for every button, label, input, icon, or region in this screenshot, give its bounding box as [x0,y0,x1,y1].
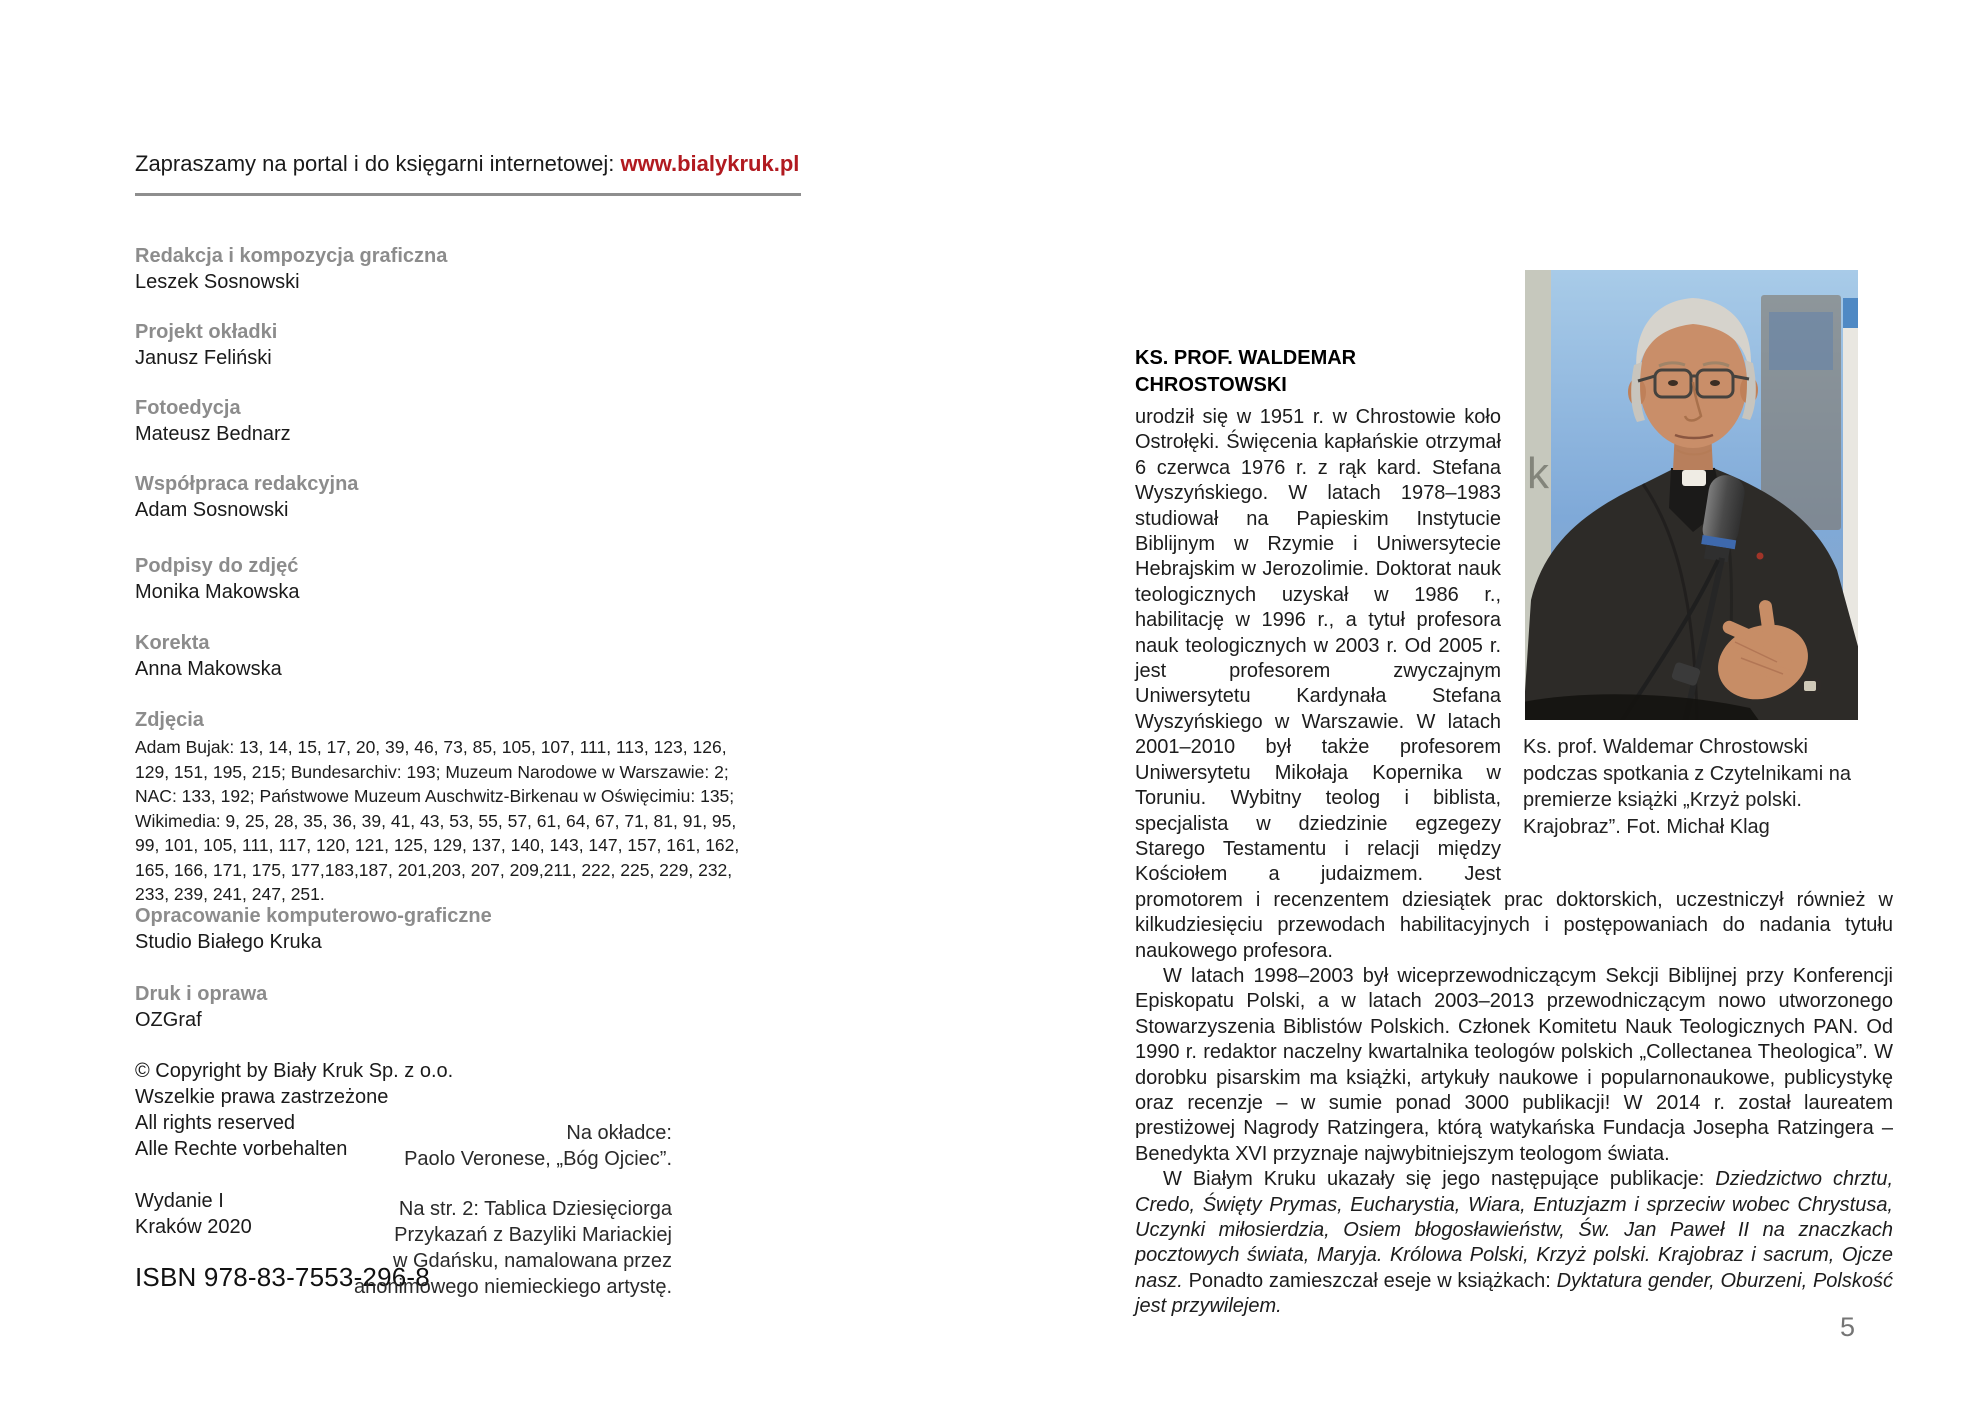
page-number: 5 [1840,1312,1856,1342]
author-portrait-illustration [1525,270,1858,720]
cover-note-line: Paolo Veronese, „Bóg Ojciec”. [404,1148,672,1170]
page2-note-line: Na str. 2: Tablica Dziesięciorga [398,1198,672,1220]
bio-paragraph: W latach 1998–2003 był wiceprzewodniczącym Sekcji Biblijnej przy Konferencji Episkopatu Polski, a w latach 2003–2013 przewodniczącym nowo utworzonego Stowarzyszenia Biblistów Polskich. Członek Komitetu Nauk Teologicznych PAN. Od 1990 r. redaktor naczelny kwartalnika teologów polskich „Collectanea Theologica”. W dorobku pisarskim ma książki, artykuły naukowe i popularnonaukowe, publicystykę oraz recenzje – w sumie ponad 3000 publikacji! W 2014 r. został laureatem prestiżowej Nagrody Ratzingera, którą watykańska Fundacja Josepha Ratzingera – Benedykta XVI przyznaje najwybitniejszym teologom świata. [1135,964,1893,1165]
photos-section-label [135,707,795,733]
credit-group-print [135,981,795,1033]
cover-note [300,1120,672,1172]
author-name-heading: KS. PROF. WALDEMAR CHROSTOWSKI [1135,347,1357,396]
credit-value: Monika Makowska [135,581,300,603]
credit-value: OZGraf [135,1009,202,1031]
credit-label: Podpisy do zdjęć [135,555,299,577]
page2-note-line: w Gdańsku, namalowana przez [392,1250,672,1272]
credit-label: Fotoedycja [135,397,241,419]
credit-label: Projekt okładki [135,321,278,343]
copyright-line: Wszelkie prawa zastrzeżone [135,1086,389,1108]
credit-value: Mateusz Bednarz [135,423,291,445]
author-photo [1525,270,1858,720]
edition-line: Wydanie I [135,1190,224,1212]
credit-label: Druk i oprawa [135,983,268,1005]
credit-label: Redakcja i kompozycja graficzna [135,245,448,267]
credit-value: Leszek Sosnowski [135,271,300,293]
cover-note-line: Na okładce: [566,1122,672,1144]
bio-paragraph: W Białym Kruku ukazały się jego następujące publikacje: Dziedzictwo chrztu, Credo, Święty Prymas, Eucharystia, Wiara, Entuzjazm i sprzeciw wobec Chrystusa, Uczynki miłosierdzia, Osiem błogosławieństw, Św. Jan Paweł II na znaczkach pocztowych świata, Maryja. Królowa Polski, Krzyż polski. Krajobraz i sacrum, Ojcze nasz. Ponadto zamieszczał eseje w książkach: Dyktatura gender, Oburzeni, Polskość jest przywilejem. [1135,1168,1894,1318]
credit-label: Zdjęcia [135,709,204,731]
photo-credits-list: Adam Bujak: 13, 14, 15, 17, 20, 39, 46, 73, 85, 105, 107, 111, 113, 123, 126, 129, 151, 195, 215; Bundesarchiv: 193; Muzeum Narodowe w Warszawie: 2; NAC: 133, 192; Państwowe Muzeum Auschwitz-Birkenau w Oświęcimiu: 135; Wikimedia: 9, 25, 28, 35, 36, 39, 41, 43, 53, 55, 57, 61, 64, 67, 71, 81, 91, 95, 99, 101, 105, 111, 117, 120, 121, 125, 129, 137, 140, 143, 147, 157, 161, 162, 165, 166, 171, 175, 177,183,187, 201,203, 207, 209,211, 222, 225, 229, 232, 233, 239, 241, 247, 251. [135,737,740,904]
credit-label: Opracowanie komputerowo-graficzne [135,905,492,927]
website-url: www.bialykruk.pl [620,151,800,176]
credit-group-dtp [135,903,795,955]
portal-invitation-line [135,150,799,178]
photo-caption: Ks. prof. Waldemar Chrostowski podczas spotkania z Czytelnikami na premierze książki „Krzyż polski. Krajobraz”. Fot. Michał Klag [1523,736,1851,838]
header-divider [135,193,801,196]
credit-group-photo-editing [135,395,795,447]
bio-paragraph: urodził się w 1951 r. w Chrostowie koło Ostrołęki. Święcenia kapłańskie otrzymał 6 czerwca 1976 r. z rąk kard. Stefana Wyszyńskiego. W latach 1978–1983 studiował na Papieskim Instytucie Biblijnym w Rzymie i Uniwersytecie Hebrajskim w Jerozolimie. Doktorat nauk teologicznych uzyskał w 1986 r., habilitację w 1996 r., a tytuł profesora nauk teologicznych w 2003 r. Od 2005 r. jest profesorem zwyczajnym Uniwersytetu Kardynała Stefana Wyszyńskiego w Warszawie. W latach 2001–2010 był także profesorem Uniwersytetu Mikołaja Kopernika w Toruniu. Wybitny teolog i biblista, specjalista w dziedzinie egzegezy Starego Testamentu i relacji między Kościołem a judaizmem. Jest promotorem i recenzentem dziesiątek prac doktorskich, uczestniczył również w kilkudziesięciu przewodach habilitacyjnych i postępowaniach do nadania tytułu naukowego profesora. [1135,406,1893,962]
credit-value: Adam Sosnowski [135,499,289,521]
credit-label: Współpraca redakcyjna [135,473,359,495]
credit-value: Janusz Feliński [135,347,272,369]
copyright-line: © Copyright by Biały Kruk Sp. z o.o. [135,1060,454,1082]
credit-group-captions [135,553,795,605]
edition-line: Kraków 2020 [135,1216,252,1238]
isbn: ISBN 978-83-7553-296-8 [135,1262,430,1292]
credit-group-cover-design [135,319,795,371]
credit-group-proofreading [135,630,795,682]
copyright-line: All rights reserved [135,1112,296,1134]
page2-note [300,1196,672,1300]
credit-label: Korekta [135,632,210,654]
credit-group-editorial-cooperation [135,471,795,523]
copyright-line: Alle Rechte vorbehalten [135,1138,348,1160]
page2-note-line: Przykazań z Bazyliki Mariackiej [394,1224,672,1246]
page2-note-line: anonimowego niemieckiego artystę. [354,1276,672,1298]
svg-text:k: k [1527,449,1549,498]
credit-value: Studio Białego Kruka [135,931,322,953]
credit-group-editing [135,243,795,295]
credit-value: Anna Makowska [135,658,282,680]
edition-block [135,1188,252,1240]
portal-invitation-text: Zapraszamy na portal i do księgarni internetowej: [135,151,615,176]
